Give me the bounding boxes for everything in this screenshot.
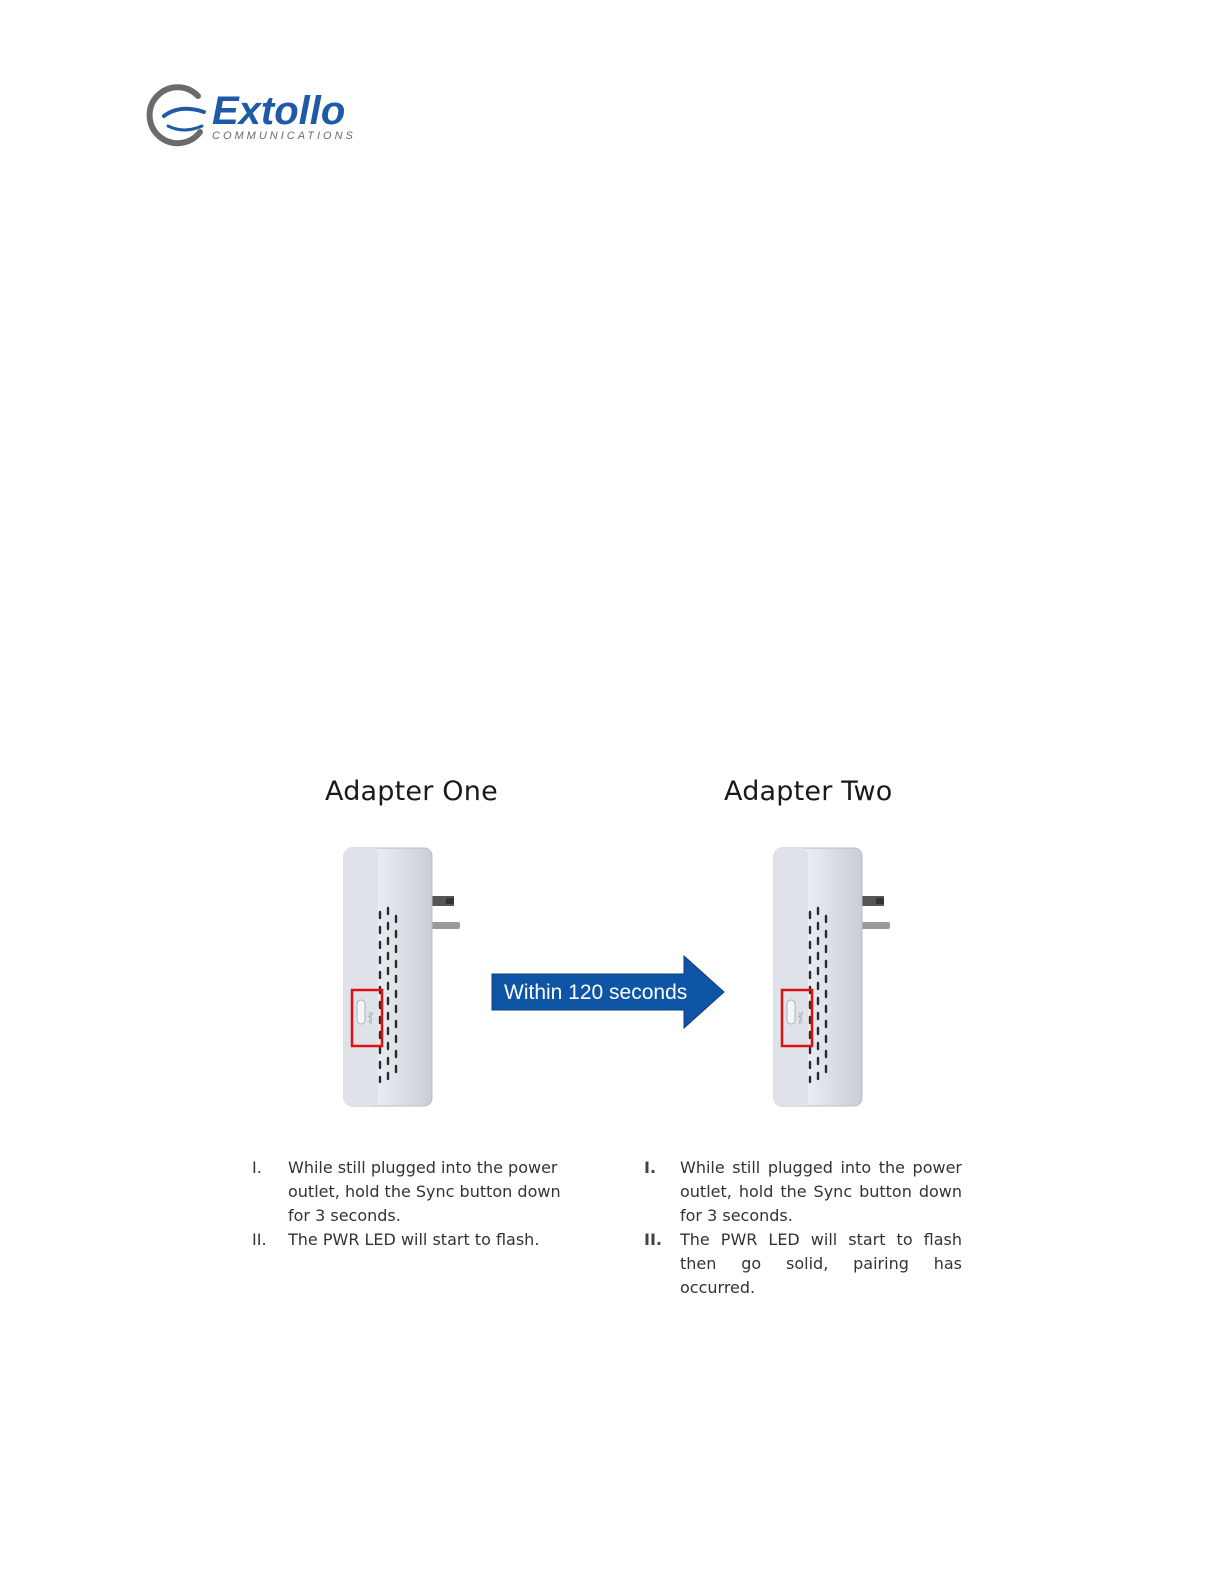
step-number: II. [644,1230,662,1249]
logo-swoosh-icon [150,87,204,143]
sync-button-label: Sync [367,1012,373,1025]
logo-wordmark: Extollo [212,89,346,133]
adapter-two-image [766,842,906,1112]
step-text: The PWR LED will start to flash. [288,1230,540,1249]
adapter-one-title: Adapter One [325,776,498,807]
sync-button-label: Sync [797,1012,803,1025]
adapter-two-title: Adapter Two [724,776,893,807]
logo-tagline: COMMUNICATIONS [212,130,356,142]
adapter-one-image [336,842,476,1112]
list-item [252,1156,570,1228]
list-item [644,1228,962,1300]
direction-arrow [490,954,726,1030]
adapter-one-steps [252,1156,570,1252]
step-number: I. [644,1158,657,1177]
step-number: II. [252,1230,267,1249]
step-number: I. [252,1158,262,1177]
company-logo [146,82,366,148]
arrow-label: Within 120 seconds [504,981,688,1004]
step-text: While still plugged into the power outlet, hold the Sync button down for 3 seconds. [288,1158,561,1225]
adapter-two-steps [644,1156,962,1300]
step-text: The PWR LED will start to flash then go solid, pairing has occurred. [680,1230,962,1297]
list-item [644,1156,962,1228]
step-text: While still plugged into the power outlet, hold the Sync button down for 3 seconds. [680,1158,962,1225]
list-item [252,1228,570,1252]
